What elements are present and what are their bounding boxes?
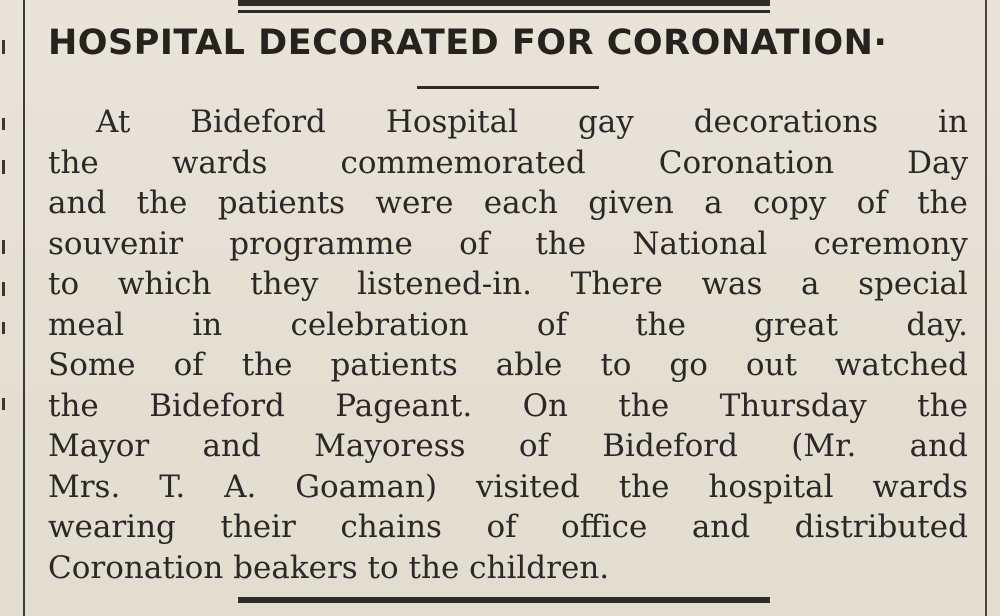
top-rule (238, 0, 770, 6)
body-line-10: Mrs. T. A. Goaman) visited the hospital wards (48, 468, 968, 505)
body-line-12: Coronation beakers to the children. (48, 549, 610, 586)
body-line-8: the Bideford Pageant. On the Thursday the (48, 387, 968, 424)
body-line-1: At Bideford Hospital gay decorations in (96, 104, 968, 140)
article-body (48, 102, 968, 588)
adjacent-column-fragment (0, 0, 22, 616)
body-line-5: to which they listened-in. There was a special (48, 266, 968, 302)
top-rule-thin (238, 10, 770, 13)
text-fragment (2, 398, 5, 410)
article-headline: HOSPITAL DECORATED FOR CORONATION· (48, 23, 888, 63)
text-fragment (2, 118, 5, 130)
body-line-2: the wards commemorated Coronation Day (48, 144, 968, 181)
body-line-9: Mayor and Mayoress of Bideford (Mr. and (48, 428, 968, 464)
column-divider-left (23, 0, 25, 616)
body-line-3: and the patients were each given a copy of the (48, 185, 968, 221)
body-line-6: meal in celebration of the great day. (48, 306, 968, 343)
column-divider-right (985, 0, 987, 616)
body-line-11: wearing their chains of office and distributed (48, 509, 968, 545)
body-line-4: souvenir programme of the National ceremony (48, 225, 968, 262)
body-line-7: Some of the patients able to go out watched (48, 347, 968, 383)
text-fragment (2, 240, 5, 254)
text-fragment (2, 322, 5, 334)
bottom-rule (238, 597, 770, 603)
text-fragment (2, 40, 5, 54)
text-fragment (2, 282, 5, 296)
headline-divider (417, 86, 599, 89)
text-fragment (2, 160, 5, 174)
